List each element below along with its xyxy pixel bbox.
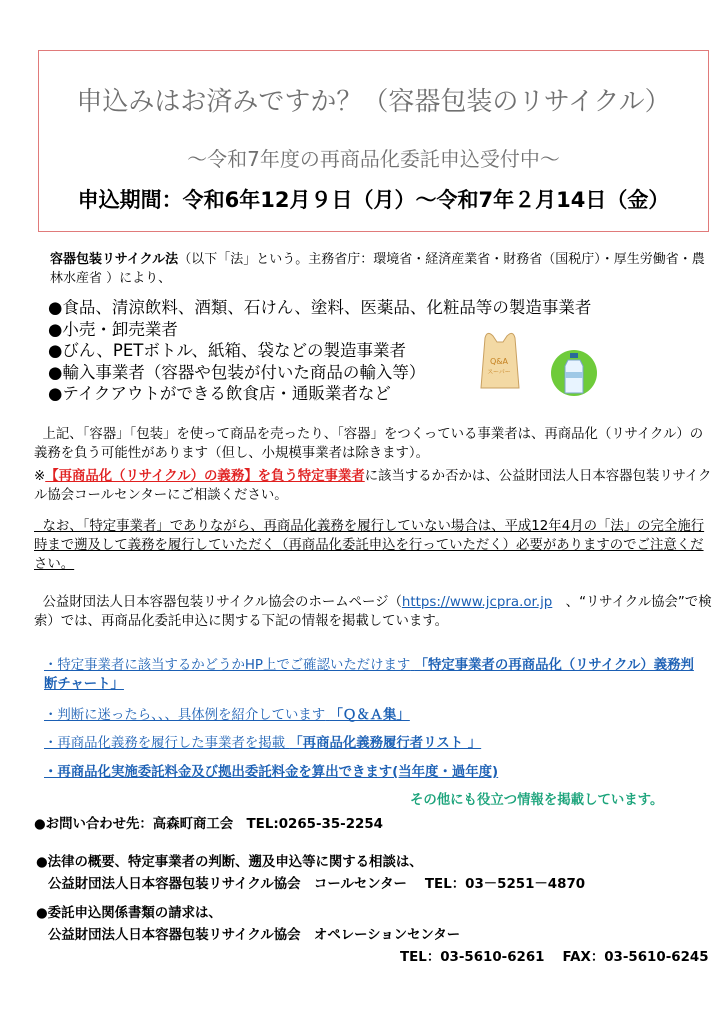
fee-calculation-link[interactable]: ・再商品化実施委託料金及び拠出委託料金を算出できます(当年度・過年度) [44, 765, 499, 780]
jcpra-url-link[interactable]: https://www.jcpra.or.jp [401, 595, 553, 610]
obligation-highlight: 【再商品化（リサイクル）の義務】を負う特定事業者 [45, 469, 365, 484]
contact-local: ●お問い合わせ先：高森町商工会 TEL:0265-35-2254 [34, 817, 383, 832]
contact-documents-heading: ●委託申込関係書類の請求は、 [36, 906, 222, 921]
pet-bottle-icon [550, 348, 598, 398]
law-name: 容器包装リサイクル法 [50, 252, 179, 267]
obligation-paragraph: 上記、「容器」「包装」を使って商品を売ったり、「容器」をつくっている事業者は、再商品化（リサイクル）の義務を負う可能性があります（但し、小規模事業者は除きます）。 [34, 427, 704, 461]
page-title: 申込みはお済みですか？（容器包装のリサイクル） [76, 87, 671, 117]
contact-operation-center: 公益財団法人日本容器包装リサイクル協会 オペレーションセンター [48, 928, 461, 943]
list-item: ●小売・卸売業者 [48, 319, 178, 339]
list-item: ●テイクアウトができる飲食店・通販業者など [48, 384, 391, 404]
fulfillment-list-link[interactable]: ・再商品化義務を履行した事業者を掲載 「再商品化義務履行者リスト 」 [44, 736, 482, 751]
svg-text:スーパー: スーパー [487, 369, 511, 376]
more-info-note: その他にも役立つ情報を掲載しています。 [410, 793, 664, 808]
list-item: ●食品、清涼飲料、酒類、石けん、塗料、医薬品、化粧品等の製造事業者 [48, 298, 592, 317]
shopping-bag-icon [475, 330, 525, 390]
header-box [38, 50, 709, 232]
intro-body: （以下「法」という。主務省庁：環境省・経済産業省・財務省（国税庁）・厚生労働省・農林水産省 ）により、 [50, 252, 705, 286]
judgment-chart-link[interactable]: ・特定事業者に該当するかどうかHP上でご確認いただけます 「特定事業者の再商品化（リサイクル）義務判断チャート」 [44, 658, 694, 692]
contact-call-center: 公益財団法人日本容器包装リサイクル協会 コールセンター TEL：03－5251－4870 [48, 877, 586, 892]
notice-paragraph: ※【再商品化（リサイクル）の義務】を負う特定事業者に該当するか否かは、公益財団法人日本容器包装リサイクル協会コールセンターにご相談ください。 [34, 469, 712, 503]
list-item: ●輸入事業者（容器や包装が付いた商品の輸入等） [48, 362, 426, 382]
list-item: ●びん、PETボトル、紙箱、袋などの製造事業者 [48, 341, 407, 361]
contact-consultation-heading: ●法律の概要、特定事業者の判断、遡及申込等に関する相談は、 [36, 855, 423, 870]
svg-text:Q&A: Q&A [489, 357, 509, 366]
homepage-paragraph: 公益財団法人日本容器包装リサイクル協会のホームページ（https://www.jcpra.or.jp 、“リサイクル協会”で検索）では、再商品化委託申込に関する下記の情報を掲載しています。 [34, 595, 712, 629]
retroactive-warning: なお、「特定事業者」でありながら、再商品化義務を履行していない場合は、平成12年4月の「法」の完全施行時まで遡及して義務を履行していただく（再商品化委託申込を行っていただく）必要がありますのでご注意ください。 [34, 519, 705, 572]
intro-text [50, 250, 706, 288]
application-period: 申込期間：令和6年12月９日（月）～令和7年２月14日（金） [77, 188, 670, 212]
contact-operation-phone: TEL：03-5610-6261 FAX：03-5610-6245 [400, 950, 709, 965]
page-subtitle: ～令和7年度の再商品化委託申込受付中～ [187, 147, 560, 171]
qa-link[interactable]: ・判断に迷ったら、、、具体例を紹介しています 「Ｑ＆Ａ集」 [44, 708, 410, 723]
